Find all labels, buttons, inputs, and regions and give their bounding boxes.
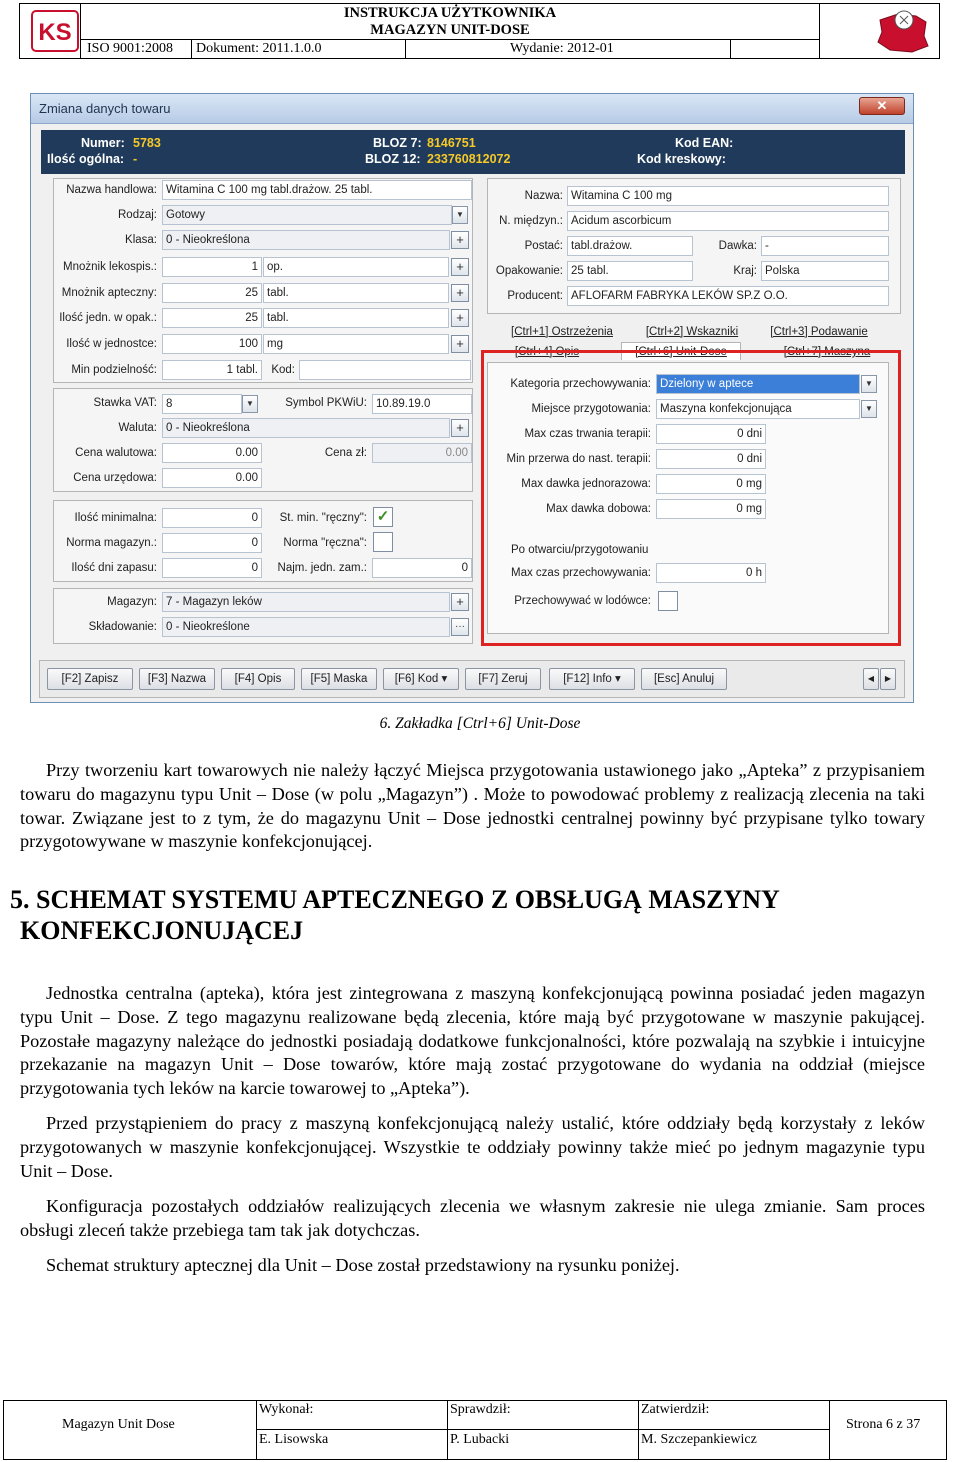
name-button[interactable]: [F3] Nazwa bbox=[139, 668, 215, 690]
vat-select[interactable]: 8 bbox=[162, 394, 242, 414]
jedn-unit: tabl. bbox=[263, 308, 449, 328]
paragraph-2: Jednostka centralna (apteka), która jest zintegrowana z maszyną konfekcjonującą powinna posiadać jeden magazyn typu Unit – Dose. Z tego magazynu realizowane będą zlecenia, które mają być przygotowane w maszynie pakującej. Pozostałe magazyny należące do jednostki posiadają dodatkowe funkcjonalności, które pozwalają na szybkie i intuicyjne przekazanie na magazyn Unit – Dose towarów, które mają zostać przygotowane do wydania na oddział (miejsce przygotowania tych leków na karcie towarowej to „Apteka”). bbox=[20, 983, 925, 1099]
magazyn-label: Magazyn: bbox=[107, 596, 157, 608]
paragraph-5: Schemat struktury aptecznej dla Unit – Dose został przedstawiony na rysunku poniżej. bbox=[46, 1255, 680, 1275]
waluta-input[interactable]: 0 - Nieokreślona bbox=[162, 418, 450, 438]
prod-label: Producent: bbox=[507, 290, 563, 302]
lod-label: Przechowywać w lodówce: bbox=[514, 595, 651, 607]
mnoznik-label: Mnożnik lekospis.: bbox=[63, 261, 157, 273]
dawka-input: - bbox=[761, 236, 889, 256]
info-bar bbox=[41, 130, 905, 174]
cenaurz-input[interactable]: 0.00 bbox=[162, 468, 262, 488]
magazyn-input[interactable]: 7 - Magazyn leków bbox=[162, 592, 450, 612]
maxczas-input[interactable]: 0 dni bbox=[656, 424, 766, 444]
dni-input[interactable]: 0 bbox=[162, 558, 262, 578]
rodzaj-label: Rodzaj: bbox=[118, 209, 157, 221]
nazwa-input: Witamina C 100 mg bbox=[567, 186, 889, 206]
kraj-label: Kraj: bbox=[733, 265, 757, 277]
jedn-plus-icon[interactable]: + bbox=[451, 309, 469, 327]
nmiedz-label: N. międzyn.: bbox=[499, 215, 563, 227]
mnoznik-input[interactable]: 1 bbox=[162, 257, 262, 277]
paragraph-1: Przy tworzeniu kart towarowych nie należy łączyć Miejsca przygotowania ustawionego jako „Apteka” z przypisaniem towaru do magazynu typu Unit – Dose (w polu „Magazyn”) . Może to powodować problemy z realizacją zlecenia na taki towar. Związane jest to z tym, że do magazynu Unit – Dose jednostki centralnej powinny być przypisane tylko towary przygotowywane w maszynie konfekcjonującej. bbox=[20, 760, 925, 852]
product-edit-window bbox=[30, 93, 914, 703]
tab-maszyna[interactable]: [Ctrl+7] Maszyna bbox=[783, 346, 871, 358]
maxdob-label: Max dawka dobowa: bbox=[546, 503, 651, 515]
postac-input: tabl.drażow. bbox=[567, 236, 693, 256]
code-button[interactable]: [F6] Kod ▾ bbox=[383, 668, 459, 690]
najm-label: Najm. jedn. zam.: bbox=[277, 562, 367, 574]
footer-zatwierdzil: Zatwierdził: M. Szczepankiewicz bbox=[639, 1401, 830, 1459]
wjedn-input[interactable]: 100 bbox=[162, 334, 262, 354]
maxczas-label: Max czas trwania terapii: bbox=[524, 428, 651, 440]
apt-unit: tabl. bbox=[263, 283, 449, 303]
footer-sprawdzil: Sprawdził: P. Lubacki bbox=[448, 1401, 639, 1459]
info-button[interactable]: [F12] Info ▾ bbox=[549, 668, 635, 690]
numer-label: Numer: bbox=[81, 136, 125, 150]
bloz12-value: 233760812072 bbox=[427, 152, 511, 166]
tab-ostrzezenia[interactable]: [Ctrl+1] Ostrzeżenia bbox=[511, 326, 613, 338]
mask-button[interactable]: [F5] Maska bbox=[301, 668, 377, 690]
paragraph-3: Przed przystąpieniem do pracy z maszyną konfekcjonującą należy ustalić, które oddziały będą korzystały z leków przygotowanych w maszynie konfekcjonującej. Wszystkie te oddziały powinny także mieć po jednym magazynie typu Unit – Dose. bbox=[20, 1113, 925, 1181]
minpodz-label: Min podzielność: bbox=[71, 364, 157, 376]
empty-cell bbox=[730, 39, 820, 59]
nmiedz-input: Acidum ascorbicum bbox=[567, 211, 889, 231]
bloz7-value: 8146751 bbox=[427, 136, 476, 150]
stmin-checkbox[interactable]: ✓ bbox=[373, 507, 393, 527]
scroll-left-icon[interactable]: ◀ bbox=[863, 668, 879, 690]
heading-line1: 5. SCHEMAT SYSTEMU APTECZNEGO Z OBSŁUGĄ MASZYNY bbox=[10, 885, 780, 914]
wjedn-label: Ilość w jednostce: bbox=[66, 338, 157, 350]
jedn-input[interactable]: 25 bbox=[162, 308, 262, 328]
maxprz-label: Max czas przechowywania: bbox=[511, 567, 651, 579]
page-header bbox=[19, 3, 940, 59]
kraj-input: Polska bbox=[761, 261, 889, 281]
footer-doc-name: Magazyn Unit Dose bbox=[4, 1401, 257, 1459]
nazwa-label: Nazwa: bbox=[524, 190, 563, 202]
cenazl-input: 0.00 bbox=[372, 443, 472, 463]
iso-cell: ISO 9001:2008 bbox=[80, 39, 192, 59]
nazwa-handlowa-label: Nazwa handlowa: bbox=[66, 184, 157, 196]
norma-input[interactable]: 0 bbox=[162, 533, 262, 553]
pootw-label: Po otwarciu/przygotowaniu bbox=[511, 544, 649, 556]
minpodz-input[interactable]: 1 tabl. bbox=[162, 360, 262, 380]
numer-value: 5783 bbox=[133, 136, 161, 150]
klasa-plus-icon[interactable]: + bbox=[451, 231, 469, 249]
mnoznik-plus-icon[interactable]: + bbox=[451, 258, 469, 276]
pkwiu-input[interactable]: 10.89.19.0 bbox=[372, 394, 472, 414]
maxprz-input[interactable]: 0 h bbox=[656, 563, 766, 583]
tab-opis[interactable]: [Ctrl+4] Opis bbox=[514, 346, 580, 358]
document-cell: Dokument: 2011.1.0.0 bbox=[191, 39, 406, 59]
najm-input[interactable]: 0 bbox=[372, 558, 472, 578]
page-footer bbox=[3, 1400, 947, 1460]
svg-text:KS: KS bbox=[38, 19, 72, 46]
ilosc-value: - bbox=[133, 152, 138, 166]
dni-label: Ilość dni zapasu: bbox=[71, 562, 157, 574]
section-heading bbox=[10, 884, 780, 946]
title-line2: MAGAZYN UNIT-DOSE bbox=[370, 22, 530, 38]
ilmin-label: Ilość minimalna: bbox=[74, 512, 157, 524]
jedn-label: Ilość jedn. w opak.: bbox=[59, 312, 157, 324]
tab-wskazniki[interactable]: [Ctrl+2] Wskazniki bbox=[645, 326, 739, 338]
apt-label: Mnożnik apteczny: bbox=[61, 287, 157, 299]
vat-dropdown-icon[interactable]: ▼ bbox=[242, 395, 258, 413]
rodzaj-dropdown-icon[interactable]: ▼ bbox=[452, 206, 468, 224]
sklad-label: Składowanie: bbox=[88, 621, 157, 633]
sklad-input[interactable]: 0 - Nieokreślone bbox=[162, 617, 450, 637]
footer-wykonal: Wykonał: E. Lisowska bbox=[257, 1401, 448, 1459]
footer-page: Strona 6 z 37 bbox=[846, 1417, 921, 1432]
cenaurz-label: Cena urzędowa: bbox=[73, 472, 157, 484]
minprz-input[interactable]: 0 dni bbox=[656, 449, 766, 469]
save-button[interactable]: [F2] Zapisz bbox=[47, 668, 133, 690]
maxjed-label: Max dawka jednorazowa: bbox=[521, 478, 651, 490]
scroll-right-icon[interactable]: ▶ bbox=[880, 668, 896, 690]
wjedn-unit: mg bbox=[263, 334, 449, 354]
ean-label: Kod EAN: bbox=[675, 136, 734, 150]
bloz12-label: BLOZ 12: bbox=[365, 152, 421, 166]
heading-line2: KONFEKCJONUJĄCEJ bbox=[20, 916, 304, 945]
normar-label: Norma "ręczna": bbox=[283, 537, 367, 549]
maxdob-input[interactable]: 0 mg bbox=[656, 499, 766, 519]
miejsce-label: Miejsce przygotowania: bbox=[531, 403, 651, 415]
rodzaj-select[interactable]: Gotowy bbox=[162, 205, 452, 225]
tab-podawanie[interactable]: [Ctrl+3] Podawanie bbox=[770, 326, 868, 338]
dawka-label: Dawka: bbox=[718, 240, 757, 252]
stmin-label: St. min. "ręczny": bbox=[279, 512, 367, 524]
kod-input[interactable] bbox=[299, 360, 471, 380]
kategoria-label: Kategoria przechowywania: bbox=[510, 378, 651, 390]
normar-checkbox[interactable] bbox=[373, 532, 393, 552]
window-titlebar bbox=[31, 94, 913, 124]
kategoria-select[interactable]: Dzielony w aptece bbox=[656, 374, 860, 394]
sklad-more-icon[interactable]: ··· bbox=[451, 618, 469, 636]
klasa-label: Klasa: bbox=[125, 234, 157, 246]
postac-label: Postać: bbox=[524, 240, 563, 252]
wjedn-plus-icon[interactable]: + bbox=[451, 335, 469, 353]
vat-label: Stawka VAT: bbox=[93, 397, 157, 409]
cenawal-input[interactable]: 0.00 bbox=[162, 443, 262, 463]
reset-button[interactable]: [F7] Zeruj bbox=[465, 668, 541, 690]
miejsce-select[interactable]: Maszyna konfekcjonująca bbox=[656, 399, 860, 419]
minprz-label: Min przerwa do nast. terapii: bbox=[506, 453, 651, 465]
maxjed-input[interactable]: 0 mg bbox=[656, 474, 766, 494]
tab-unit-dose[interactable]: [Ctrl+6] Unit-Dose bbox=[621, 342, 741, 360]
cenawal-label: Cena walutowa: bbox=[75, 447, 157, 459]
magazyn-plus-icon[interactable]: + bbox=[451, 593, 469, 611]
norma-label: Norma magazyn.: bbox=[66, 537, 157, 549]
cancel-button[interactable]: [Esc] Anuluj bbox=[641, 668, 727, 690]
ks-logo-icon bbox=[30, 9, 80, 53]
cenazl-label: Cena zł: bbox=[324, 447, 367, 459]
paragraph-4: Konfiguracja pozostałych oddziałów realizujących zlecenia we własnym zakresie nie ulega zmianie. Sam proces obsługi zleceń także przebiega tam tak jak dotychczas. bbox=[20, 1196, 925, 1240]
klasa-input[interactable]: 0 - Nieokreślona bbox=[162, 230, 450, 250]
kreskowy-label: Kod kreskowy: bbox=[637, 152, 726, 166]
waluta-plus-icon[interactable]: + bbox=[451, 419, 469, 437]
ilosc-label: Ilość ogólna: bbox=[47, 152, 125, 166]
kod-label: Kod: bbox=[271, 364, 295, 376]
miejsce-dropdown-icon[interactable]: ▼ bbox=[861, 400, 877, 418]
figure-caption: 6. Zakładka [Ctrl+6] Unit-Dose bbox=[379, 715, 581, 732]
doc-title bbox=[80, 3, 820, 40]
waluta-label: Waluta: bbox=[118, 422, 157, 434]
apt-input[interactable]: 25 bbox=[162, 283, 262, 303]
nazwa-handlowa-input[interactable]: Witamina C 100 mg tabl.drażow. 25 tabl. bbox=[162, 180, 472, 200]
kategoria-dropdown-icon[interactable]: ▼ bbox=[861, 375, 877, 393]
pkwiu-label: Symbol PKWiU: bbox=[285, 397, 367, 409]
opak-label: Opakowanie: bbox=[495, 265, 563, 277]
desc-button[interactable]: [F4] Opis bbox=[221, 668, 295, 690]
ptf-logo-icon bbox=[868, 6, 938, 56]
bloz7-label: BLOZ 7: bbox=[373, 136, 422, 150]
mnoznik-unit: op. bbox=[263, 257, 449, 277]
apt-plus-icon[interactable]: + bbox=[451, 284, 469, 302]
highlight-frame bbox=[481, 350, 901, 646]
close-button[interactable]: ✕ bbox=[859, 97, 905, 115]
edition-cell: Wydanie: 2012-01 bbox=[405, 39, 731, 59]
prod-input: AFLOFARM FABRYKA LEKÓW SP.Z O.O. bbox=[567, 286, 889, 306]
opak-input: 25 tabl. bbox=[567, 261, 693, 281]
ilmin-input[interactable]: 0 bbox=[162, 508, 262, 528]
window-title: Zmiana danych towaru bbox=[39, 101, 171, 116]
title-line1: INSTRUKCJA UŻYTKOWNIKA bbox=[343, 5, 557, 21]
